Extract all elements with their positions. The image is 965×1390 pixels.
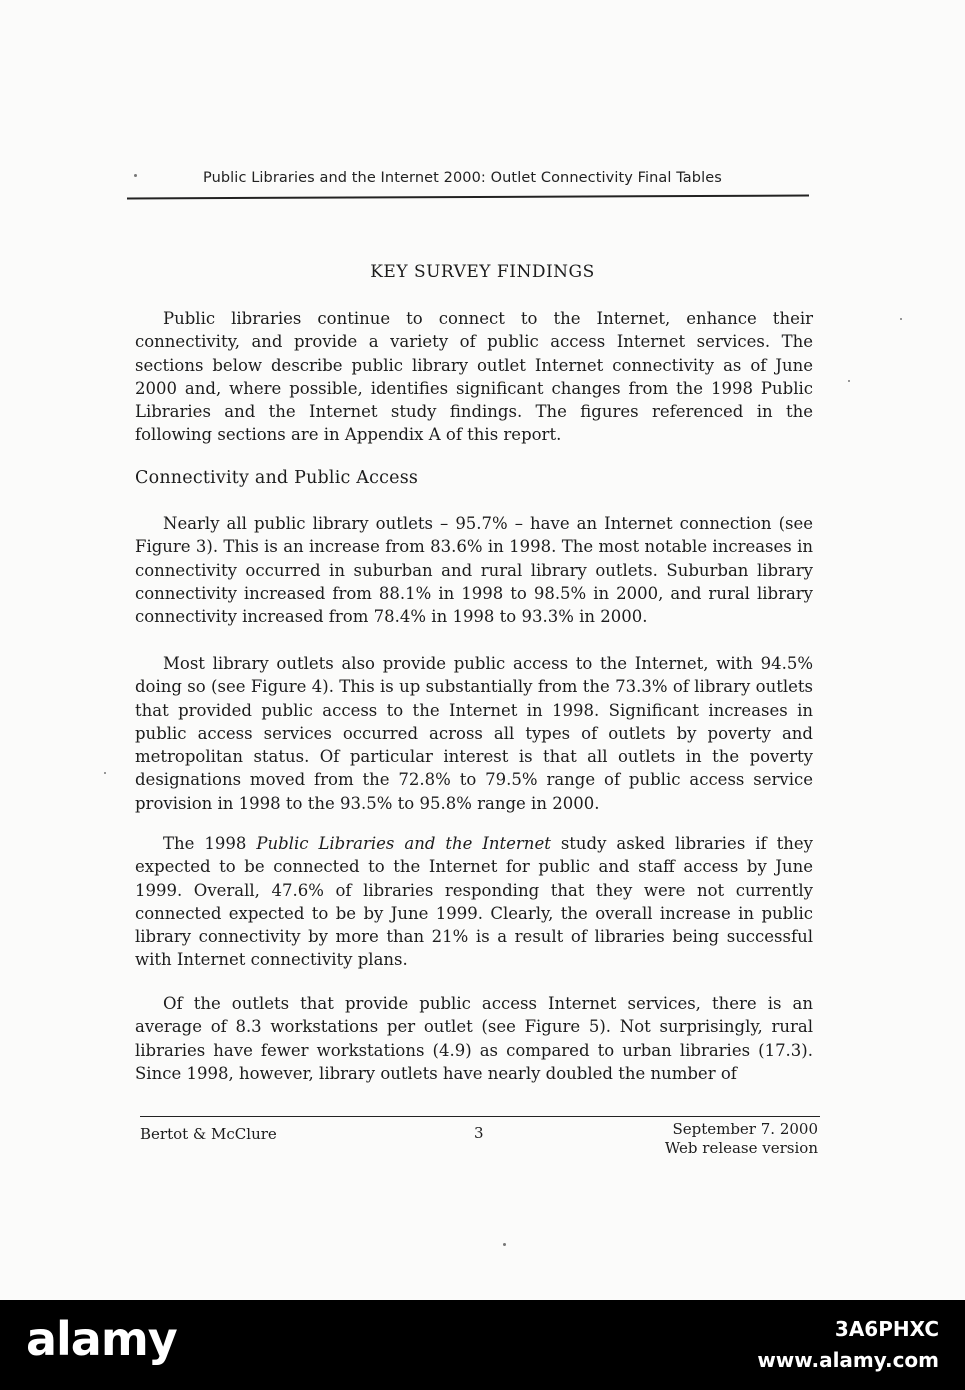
watermark-image-code: 3A6PHXC [834, 1317, 939, 1341]
connectivity-paragraph: Nearly all public library outlets – 95.7% – have an Internet connection (see Figure 3). This is an increase from 83.6% in 1998. The most notable increases in connectivity occurred in suburban and rural library outlets. Suburban library connectivity increased from 88.1% in 1998 to 98.5% in 2000, and rural library connectivity increased from 78.4% in 1998 to 93.3% in 2000. [135, 514, 813, 627]
page-number: 3 [474, 1124, 484, 1142]
scan-speck [900, 318, 902, 320]
footer-version: Web release version [664, 1139, 818, 1157]
footer-date-block [620, 1120, 818, 1158]
study-lead: The 1998 [163, 834, 257, 853]
study-title: Public Libraries and the Internet [256, 834, 551, 853]
scan-speck [104, 772, 106, 774]
running-head: Public Libraries and the Internet 2000: Outlet Connectivity Final Tables [203, 170, 722, 186]
study-paragraph [135, 832, 813, 972]
footer-date: September 7. 2000 [672, 1120, 818, 1138]
footer-rule [140, 1116, 820, 1117]
workstations-paragraph: Of the outlets that provide public access Internet services, there is an average of 8.3 workstations per outlet (see Figure 5). Not surprisingly, rural libraries have fewer workstations (4.9) as compared to urban libraries (17.3). Since 1998, however, library outlets have nearly doubled the number of [135, 994, 813, 1083]
scan-speck [848, 380, 850, 382]
page-title: KEY SURVEY FINDINGS [370, 262, 595, 282]
scan-speck [503, 1243, 506, 1246]
scan-speck [134, 174, 137, 177]
watermark-brand-logo: alamy [26, 1312, 177, 1366]
watermark-url: www.alamy.com [757, 1348, 939, 1372]
study-rest: study asked libraries if they expected to be connected to the Internet for public and staff access by June 1999. Overall, 47.6% of libraries responding that they were not currently connected expected to be by June 1999. Clearly, the overall increase in public library connectivity by more than 21% is a result of libraries being successful with Internet connectivity plans. [135, 834, 813, 970]
intro-paragraph: Public libraries continue to connect to the Internet, enhance their connectivity, and provide a variety of public access Internet services. The sections below describe public library outlet Internet connectivity as of June 2000 and, where possible, identifies significant changes from the 1998 Public Libraries and the Internet study findings. The figures referenced in the following sections are in Appendix A of this report. [135, 309, 813, 445]
public-access-paragraph: Most library outlets also provide public access to the Internet, with 94.5% doing so (see Figure 4). This is up substantially from the 73.3% of library outlets that provided public access to the Internet in 1998. Significant increases in public access services occurred across all types of outlets by poverty and metropolitan status. Of particular interest is that all outlets in the poverty designations moved from the 72.8% to 79.5% range of public access service provision in 1998 to the 93.5% to 95.8% range in 2000. [135, 654, 813, 813]
watermark-bar [0, 1300, 965, 1390]
section-heading: Connectivity and Public Access [135, 468, 419, 488]
footer-authors: Bertot & McClure [140, 1125, 277, 1143]
header-rule [127, 195, 809, 199]
